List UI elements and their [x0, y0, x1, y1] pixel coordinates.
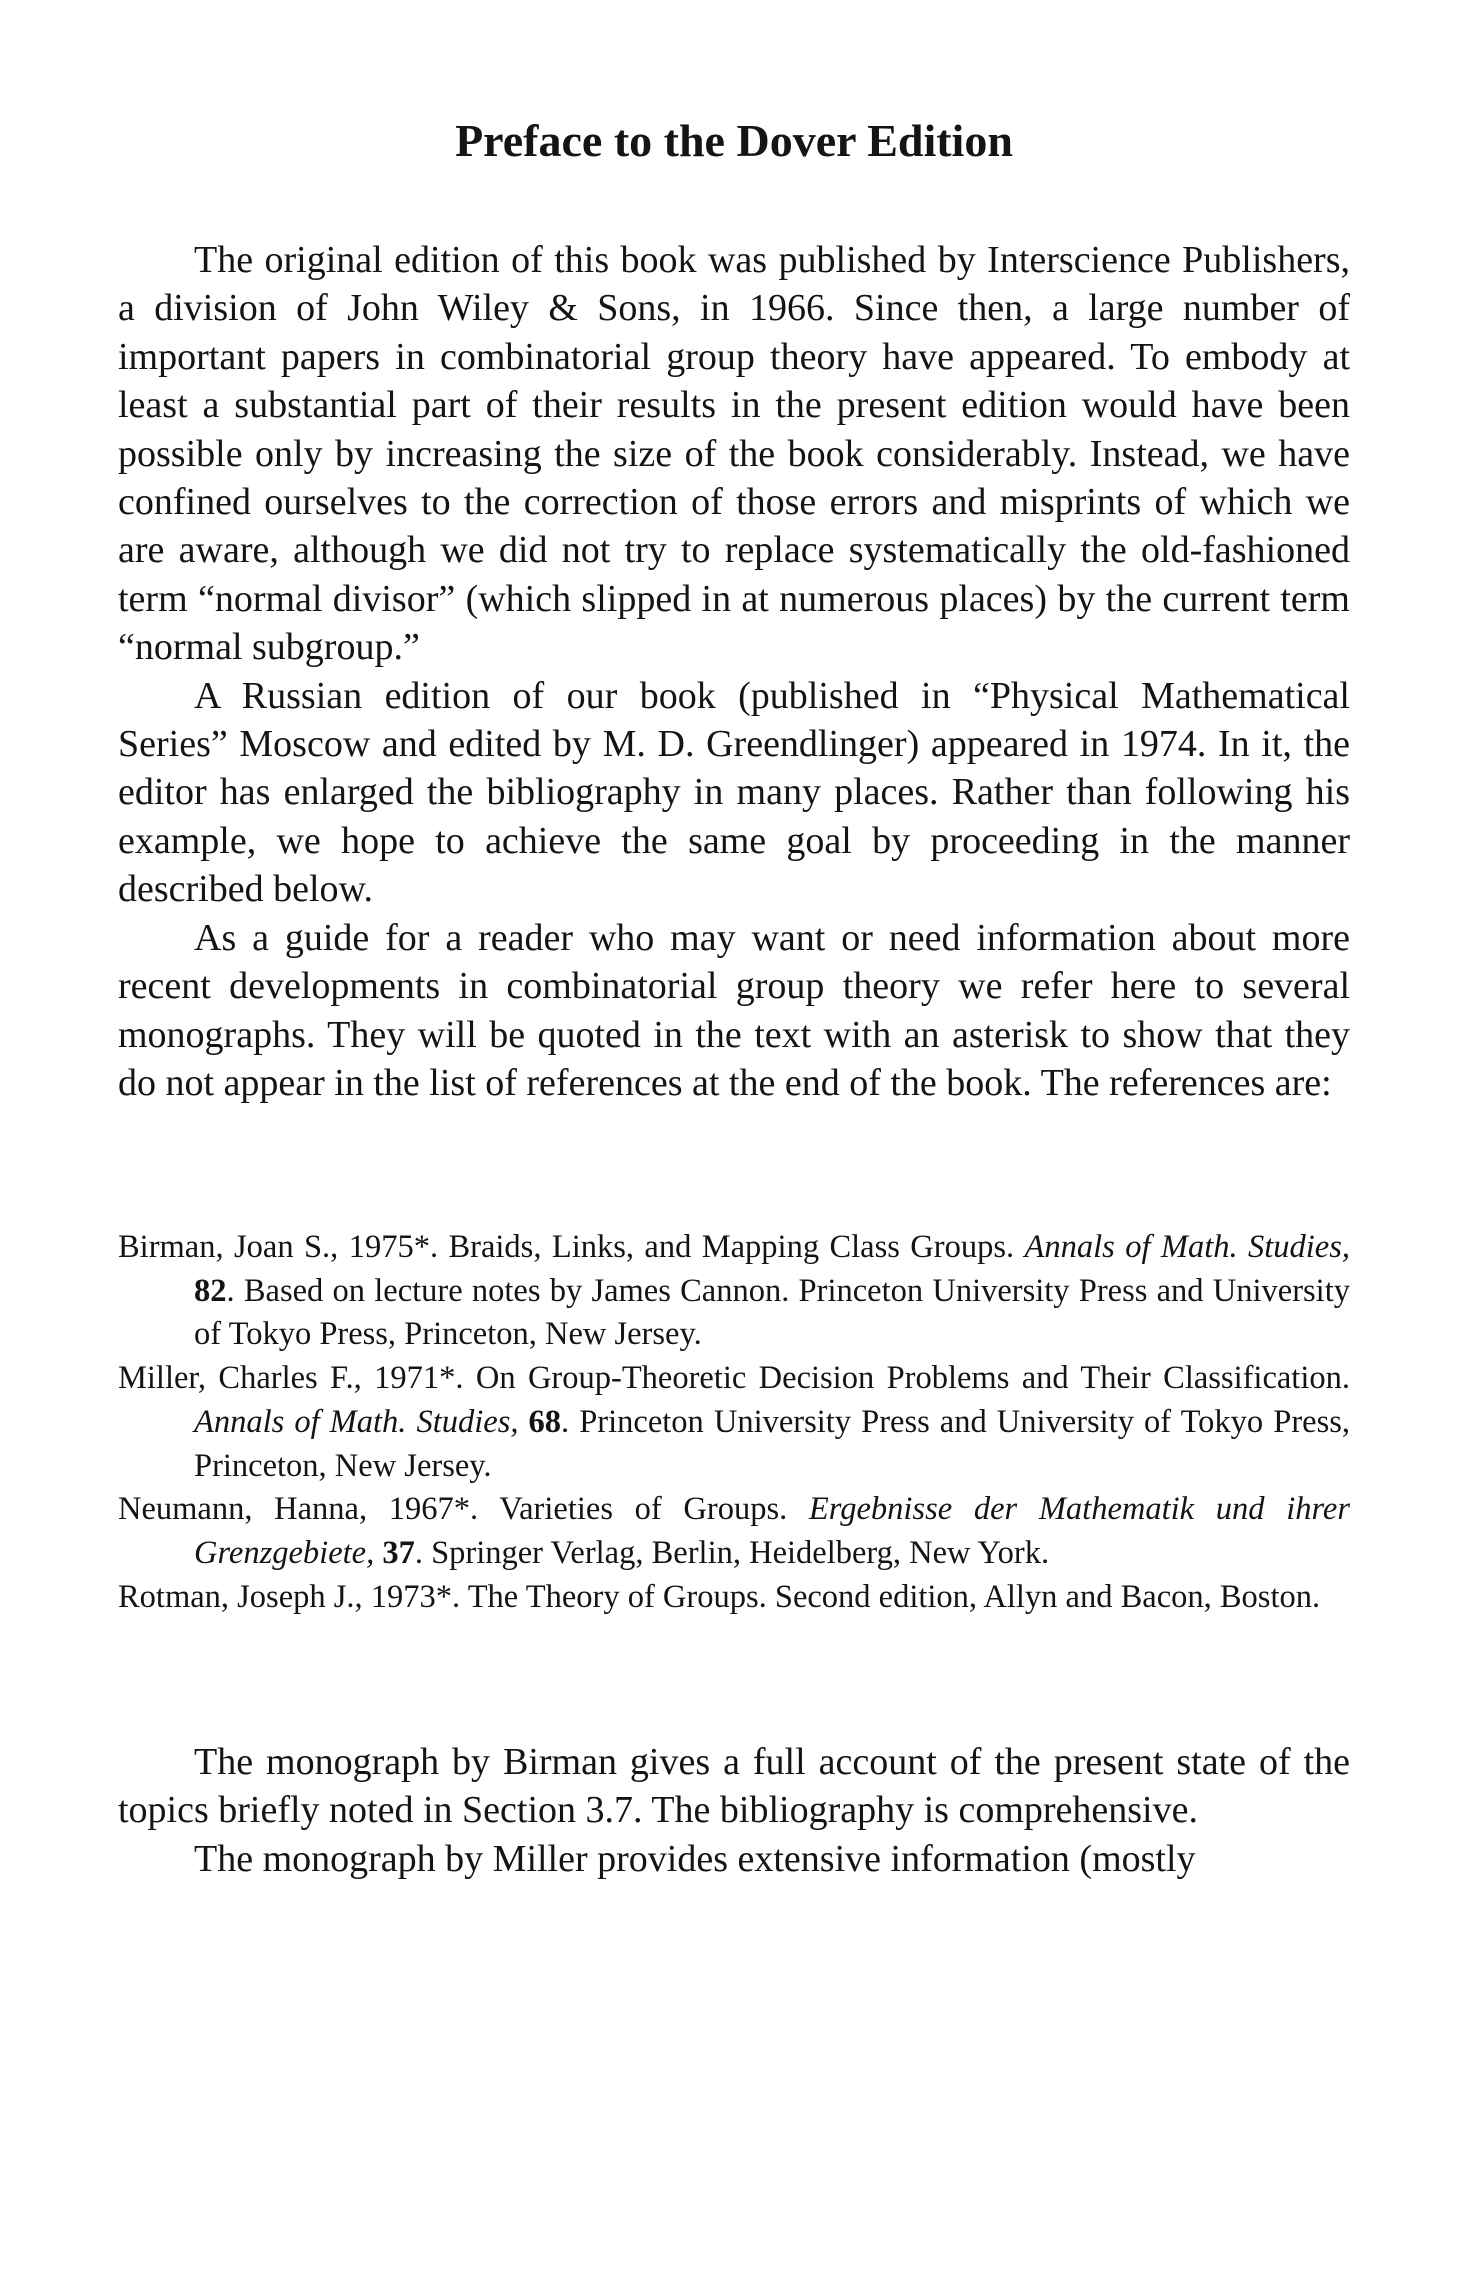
- reference-rotman: Rotman, Joseph J., 1973*. The Theory of Groups. Second edition, Allyn and Bacon, Boston.: [118, 1578, 1321, 1615]
- paragraph-guide: As a guide for a reader who may want or need information about more recent developments in combinatorial group theory we refer here to several monographs. They will be quoted in the text with an asterisk to show that they do not appear in the list of references at the end of the book. The references are:: [118, 916, 1350, 1104]
- reference-neumann: Neumann, Hanna, 1967*. Varieties of Groups. Ergebnisse der Mathematik und ihrer Grenzgebiete, 37. Springer Verlag, Berlin, Heidelberg, New York.: [118, 1491, 1350, 1571]
- reference-miller: Miller, Charles F., 1971*. On Group-Theoretic Decision Problems and Their Classification. Annals of Math. Studies, 68. Princeton University Press and University of Tokyo Press, Princeton, New Jersey.: [118, 1360, 1350, 1484]
- intro-text: [118, 236, 1350, 1107]
- page-title: Preface to the Dover Edition: [455, 115, 1013, 166]
- paragraph-miller-monograph: The monograph by Miller provides extensive information (mostly: [194, 1837, 1196, 1880]
- reference-list: [118, 1226, 1350, 1619]
- paragraph-russian-edition: A Russian edition of our book (published in “Physical Mathematical Series” Moscow and edited by M. D. Greendlinger) appeared in 1974. In it, the editor has enlarged the bibliography in many places. Rather than following his example, we hope to achieve the same goal by proceeding in the manner described below.: [118, 674, 1350, 911]
- closing-text: [118, 1738, 1350, 1883]
- paragraph-birman-monograph: The monograph by Birman gives a full account of the present state of the topics briefly noted in Section 3.7. The bibliography is comprehensive.: [118, 1741, 1350, 1832]
- paragraph-original-edition: The original edition of this book was published by Interscience Publishers, a division of John Wiley & Sons, in 1966. Since then, a large number of important papers in combinatorial group theory have appeared. To embody at least a substantial part of their results in the present edition would have been possible only by increasing the size of the book considerably. Instead, we have confined ourselves to the correction of those errors and misprints of which we are aware, although we did not try to replace systematically the old-fashioned term “normal divisor” (which slipped in at numerous places) by the current term “normal subgroup.”: [118, 239, 1350, 669]
- reference-birman: Birman, Joan S., 1975*. Braids, Links, and Mapping Class Groups. Annals of Math. Studies, 82. Based on lecture notes by James Cannon. Princeton University Press and University of Tokyo Press, Princeton, New Jersey.: [118, 1229, 1350, 1353]
